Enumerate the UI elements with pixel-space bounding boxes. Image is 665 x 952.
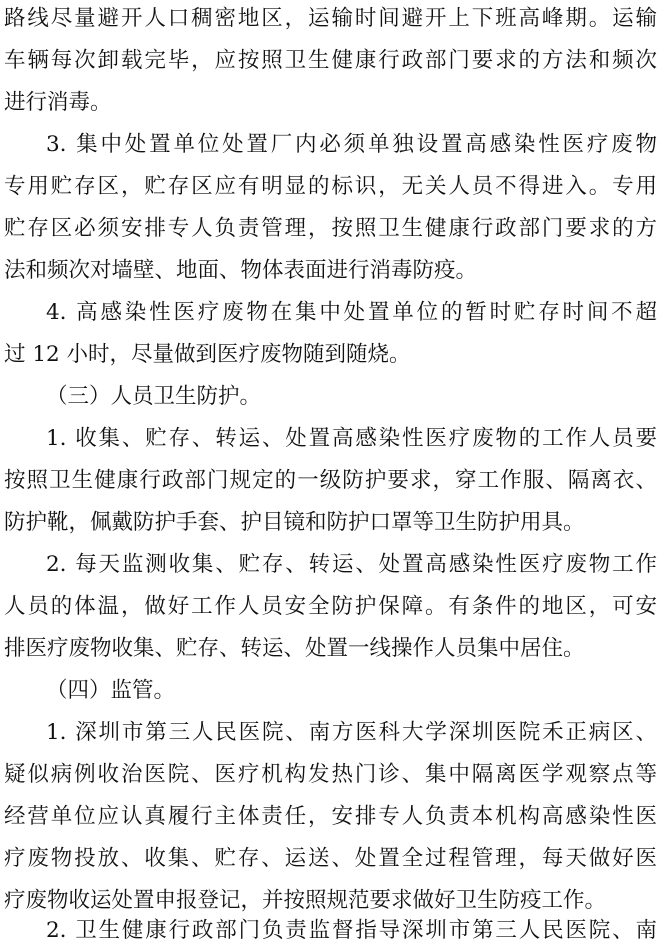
paragraph-line: 排医疗废物收集、贮存、转运、处置一线操作人员集中居住。 [4, 636, 585, 661]
paragraph-line: 法和频次对墙壁、地面、物体表面进行消毒防疫。 [4, 258, 478, 283]
paragraph-line: 疗废物收运处置申报登记，并按照规范要求做好卫生防疫工作。 [4, 888, 607, 913]
paragraph-line: 疗废物投放、收集、贮存、运送、处置全过程管理，每天做好医 [4, 846, 657, 871]
paragraph-line: 1. 收集、贮存、转运、处置高感染性医疗废物的工作人员要 [46, 426, 657, 451]
section-heading: （三）人员卫生防护。 [46, 384, 262, 409]
paragraph-line: 进行消毒。 [4, 90, 112, 115]
paragraph-line: 疑似病例收治医院、医疗机构发热门诊、集中隔离医学观察点等 [4, 762, 657, 787]
paragraph-line: 1. 深圳市第三人民医院、南方医科大学深圳医院禾正病区、 [46, 720, 657, 745]
paragraph-line: 人员的体温，做好工作人员安全防护保障。有条件的地区，可安 [4, 594, 657, 619]
paragraph-line: 按照卫生健康行政部门规定的一级防护要求，穿工作服、隔离衣、 [4, 468, 657, 493]
paragraph-line: 贮存区必须安排专人负责管理，按照卫生健康行政部门要求的方 [4, 216, 657, 241]
paragraph-line: 路线尽量避开人口稠密地区，运输时间避开上下班高峰期。运输 [4, 6, 657, 31]
paragraph-line: 3. 集中处置单位处置厂内必须单独设置高感染性医疗废物 [46, 132, 657, 157]
paragraph-line: 专用贮存区，贮存区应有明显的标识，无关人员不得进入。专用 [4, 174, 657, 199]
paragraph-line: 4. 高感染性医疗废物在集中处置单位的暂时贮存时间不超 [46, 300, 657, 325]
section-heading: （四）监管。 [46, 678, 176, 703]
paragraph-line: 车辆每次卸载完毕，应按照卫生健康行政部门要求的方法和频次 [4, 48, 657, 73]
paragraph-line: 2. 卫生健康行政部门负责监督指导深圳市第三人民医院、南 [46, 918, 657, 943]
paragraph-line: 经营单位应认真履行主体责任，安排专人负责本机构高感染性医 [4, 804, 657, 829]
paragraph-line: 防护靴，佩戴防护手套、护目镜和防护口罩等卫生防护用具。 [4, 510, 585, 535]
paragraph-line: 过 12 小时，尽量做到医疗废物随到随烧。 [4, 342, 411, 367]
paragraph-line: 2. 每天监测收集、贮存、转运、处置高感染性医疗废物工作 [46, 552, 657, 577]
